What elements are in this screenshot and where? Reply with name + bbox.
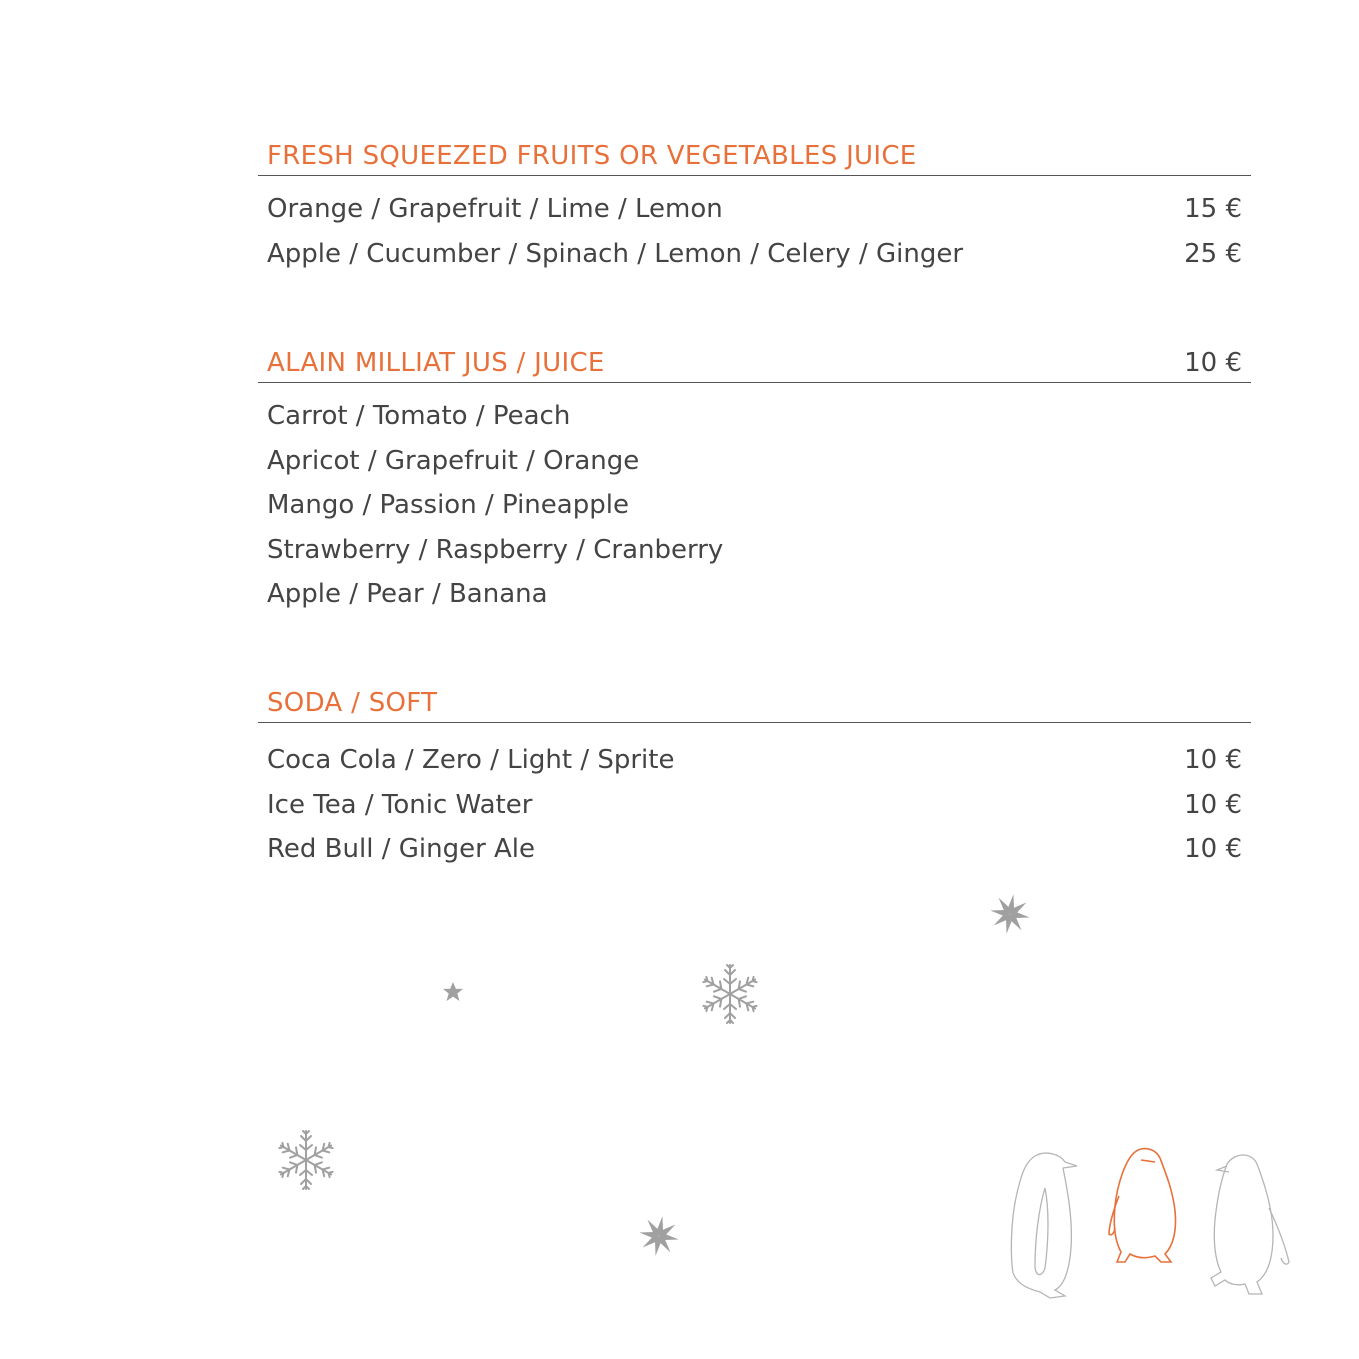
- section-alain-milliat: [258, 342, 1251, 624]
- item-price: 10 €: [1184, 745, 1242, 775]
- item-name: Apple / Pear / Banana: [267, 579, 548, 609]
- section-header: [258, 135, 1251, 176]
- item-price: 10 €: [1184, 789, 1242, 820]
- penguin-icon: [1207, 1150, 1297, 1298]
- menu-item: [258, 745, 1251, 790]
- penguin-icon: [1005, 1148, 1085, 1303]
- star-icon: [441, 980, 465, 1004]
- section-soda-soft: [258, 682, 1251, 879]
- menu-item: [258, 194, 1251, 239]
- menu-item: [258, 401, 1251, 446]
- item-name: Ice Tea / Tonic Water: [267, 789, 533, 820]
- item-name: Apple / Cucumber / Spinach / Lemon / Celery / Ginger: [267, 238, 964, 269]
- item-price: 25 €: [1184, 238, 1242, 269]
- section-title: ALAIN MILLIAT JUS / JUICE: [267, 348, 605, 378]
- item-name: Mango / Passion / Pineapple: [267, 490, 629, 520]
- menu-item: [258, 790, 1251, 835]
- item-name: Apricot / Grapefruit / Orange: [267, 445, 640, 476]
- item-name: Red Bull / Ginger Ale: [267, 834, 536, 864]
- menu-item: [258, 535, 1251, 580]
- menu-item: [258, 834, 1251, 879]
- section-title: SODA / SOFT: [267, 688, 438, 718]
- item-name: Carrot / Tomato / Peach: [267, 401, 571, 431]
- snowflake-icon: [637, 1214, 681, 1258]
- section-price: 10 €: [1184, 348, 1242, 378]
- section-title: FRESH SQUEEZED FRUITS OR VEGETABLES JUICE: [267, 141, 917, 171]
- snowflake-icon: [700, 962, 760, 1026]
- item-name: Coca Cola / Zero / Light / Sprite: [267, 745, 675, 775]
- menu-item: [258, 446, 1251, 491]
- item-name: Orange / Grapefruit / Lime / Lemon: [267, 194, 723, 224]
- menu-item: [258, 490, 1251, 535]
- section-fresh-juice: [258, 135, 1251, 283]
- snowflake-icon: [276, 1128, 336, 1192]
- item-price: 15 €: [1184, 194, 1242, 224]
- item-name: Strawberry / Raspberry / Cranberry: [267, 534, 724, 565]
- section-header: [258, 682, 1251, 723]
- menu-item: [258, 579, 1251, 624]
- menu-item: [258, 239, 1251, 284]
- section-header: [258, 342, 1251, 383]
- snowflake-icon: [988, 892, 1032, 936]
- item-price: 10 €: [1184, 834, 1242, 864]
- penguin-icon: [1105, 1146, 1185, 1271]
